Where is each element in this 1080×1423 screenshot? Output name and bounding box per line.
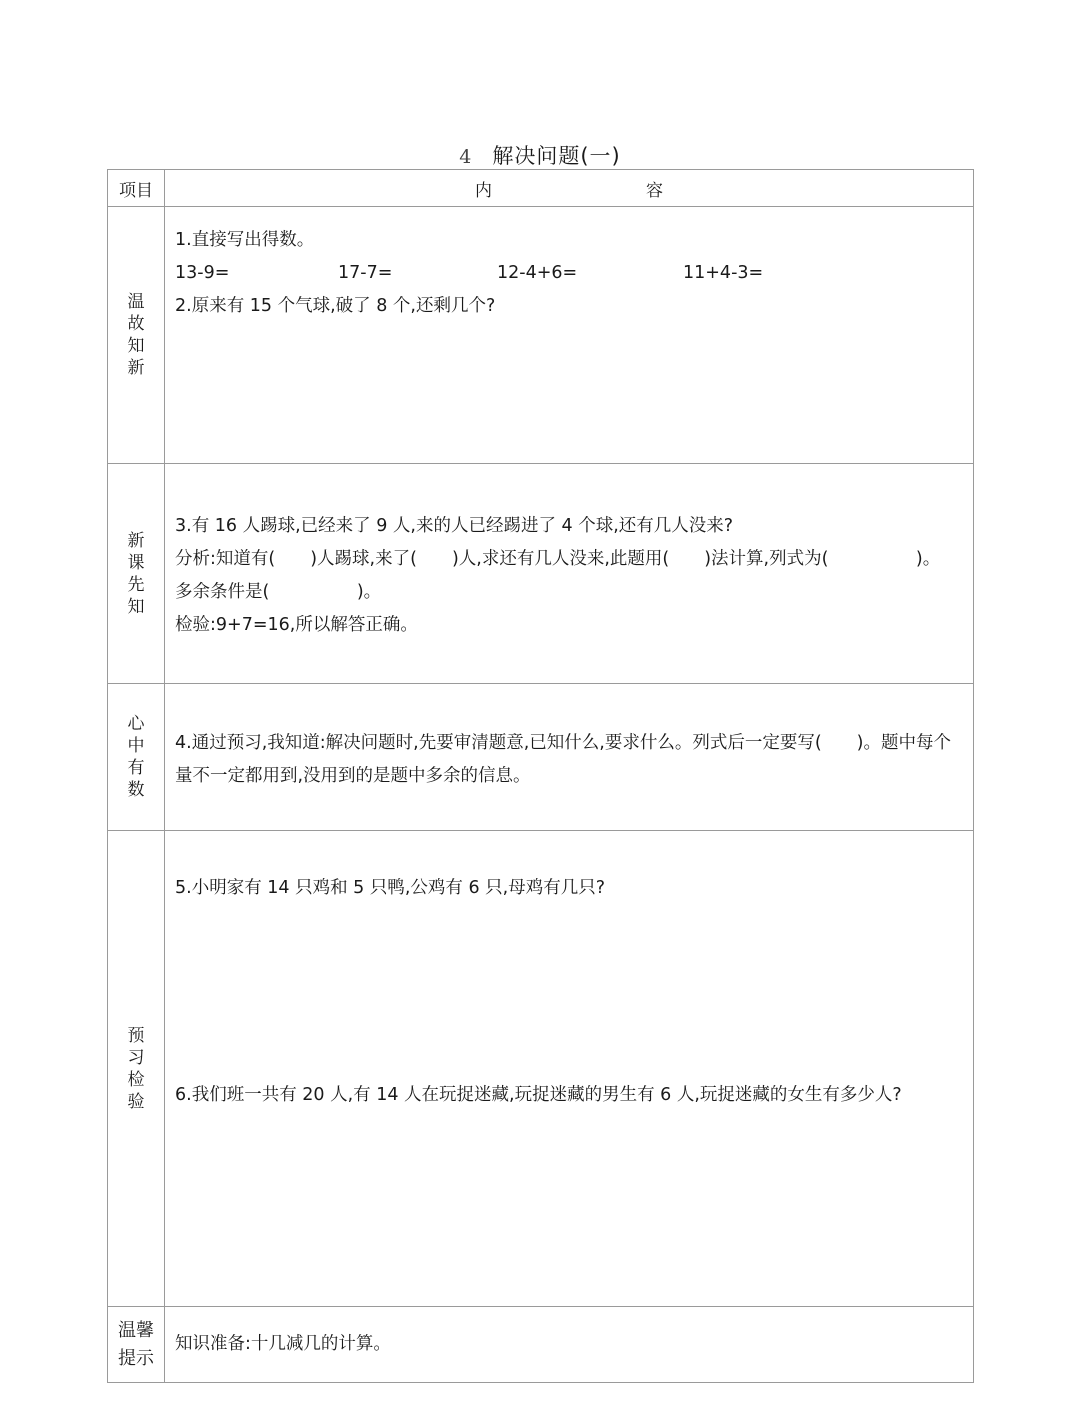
question-4: 4.通过预习,我知道:解决问题时,先要审清题意,已知什么,要求什么。列式后一定要写( )。题中每个量不一定都用到,没用到的是题中多余的信息。 bbox=[175, 733, 951, 786]
calc-item: 11+4-3= bbox=[683, 263, 764, 283]
analysis-line: 分析:知道有( )人踢球,来了( )人,求还有几人没来,此题用( )法计算,列式为( )。 bbox=[175, 549, 941, 569]
test-label-cell bbox=[108, 831, 165, 1307]
header-row bbox=[108, 170, 974, 207]
review-label-cell bbox=[108, 207, 165, 464]
calc-item: 12-4+6= bbox=[497, 263, 578, 283]
header-content-label: 内 容 bbox=[475, 180, 703, 201]
worksheet-table bbox=[107, 169, 974, 1383]
question-1: 1.直接写出得数。 bbox=[175, 230, 315, 250]
section-mind bbox=[108, 684, 974, 831]
section-review bbox=[108, 207, 974, 464]
calc-row bbox=[175, 257, 963, 290]
test-label: 预习检验 bbox=[127, 1025, 145, 1112]
section-preview bbox=[108, 464, 974, 684]
preview-label-cell bbox=[108, 464, 165, 684]
tip-label bbox=[108, 1317, 164, 1373]
check-line: 检验:9+7=16,所以解答正确。 bbox=[175, 615, 418, 635]
header-item-label: 项目 bbox=[119, 180, 153, 201]
header-content-cell bbox=[165, 170, 974, 207]
test-content bbox=[165, 831, 974, 1307]
page-title bbox=[0, 140, 1080, 170]
tip-label-line: 温馨 bbox=[118, 1319, 154, 1341]
mind-label-cell bbox=[108, 684, 165, 831]
lesson-title: 解决问题(一) bbox=[492, 144, 621, 168]
section-tip bbox=[108, 1307, 974, 1383]
lesson-number: 4 bbox=[459, 146, 473, 168]
question-3: 3.有 16 人踢球,已经来了 9 人,来的人已经踢进了 4 个球,还有几人没来? bbox=[175, 516, 734, 536]
tip-label-line: 提示 bbox=[118, 1347, 154, 1369]
section-test bbox=[108, 831, 974, 1307]
calc-item: 17-7= bbox=[338, 263, 393, 283]
tip-text: 知识准备:十几减几的计算。 bbox=[175, 1334, 391, 1354]
header-item-cell bbox=[108, 170, 165, 207]
review-label: 温故知新 bbox=[127, 292, 145, 378]
extra-condition-line: 多余条件是( )。 bbox=[175, 582, 382, 602]
mind-content bbox=[165, 684, 974, 831]
question-6: 6.我们班一共有 20 人,有 14 人在玩捉迷藏,玩捉迷藏的男生有 6 人,玩捉迷藏的女生有多少人? bbox=[175, 1085, 902, 1105]
calc-item: 13-9= bbox=[175, 263, 230, 283]
review-content bbox=[165, 207, 974, 464]
preview-label: 新课先知 bbox=[127, 530, 145, 617]
question-2: 2.原来有 15 个气球,破了 8 个,还剩几个? bbox=[175, 296, 496, 316]
mind-label: 心中有数 bbox=[127, 714, 145, 800]
tip-content bbox=[165, 1307, 974, 1383]
question-5: 5.小明家有 14 只鸡和 5 只鸭,公鸡有 6 只,母鸡有几只? bbox=[175, 878, 606, 898]
preview-content bbox=[165, 464, 974, 684]
tip-label-cell bbox=[108, 1307, 165, 1383]
